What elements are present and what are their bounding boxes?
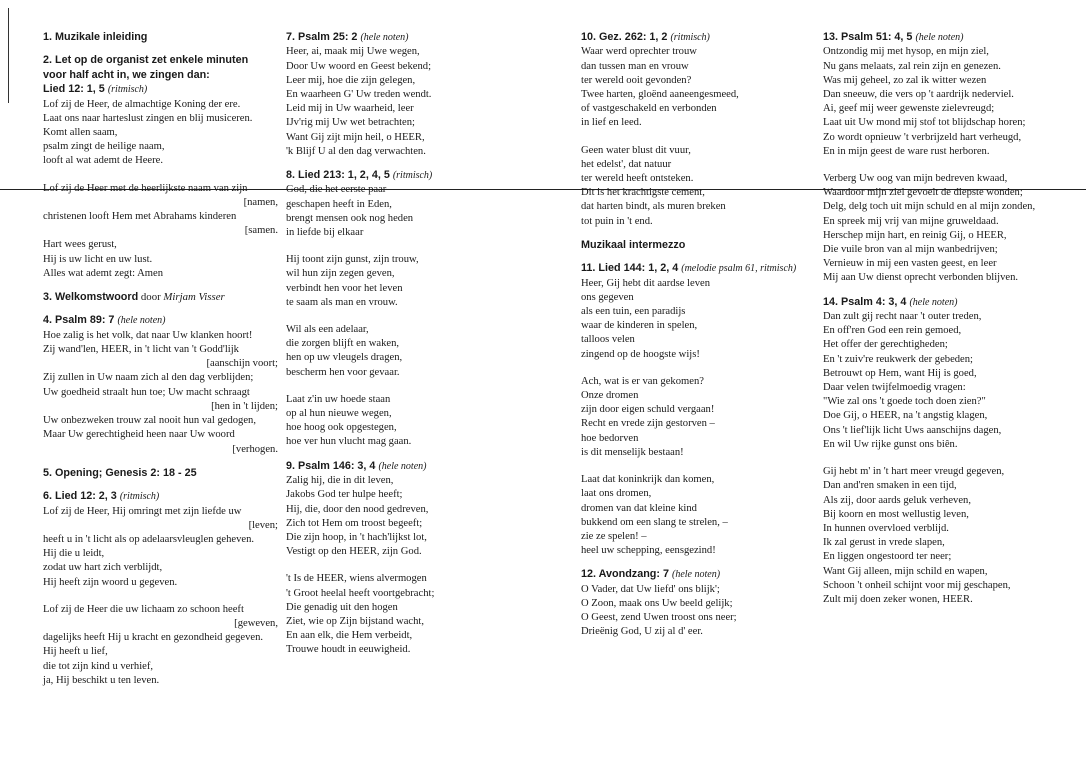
lyric-line: Maar Uw gerechtigheid heen naar Uw woord <box>43 429 235 441</box>
lyric-line: Die genadig uit den hogen <box>286 601 398 613</box>
lyric-line: En spreek mij vrij van mijne gruweldaad. <box>823 215 999 227</box>
lyric-line: looft al wat ademt de Heere. <box>43 155 164 167</box>
spacer <box>581 252 811 261</box>
item-heading <box>43 53 280 67</box>
lyric-line: En waarheen G' Uw treden wendt. <box>286 89 432 101</box>
service-item <box>43 30 280 44</box>
tempo-note: (hele noten) <box>915 32 964 43</box>
lyric-line: dagelijks heeft Hij u kracht en gezondheid gegeven. <box>43 632 264 644</box>
service-item <box>286 168 531 450</box>
lyric-line: Uw onbezweken trouw zal nooit hun val gedogen, <box>43 415 256 427</box>
lyric-line: Hart wees gerust, <box>43 239 117 251</box>
lyric-line: ja, Hij beschikt u ten leven. <box>43 674 160 686</box>
service-item <box>43 53 280 281</box>
lyric-line: hen op uw vleugels dragen, <box>286 352 403 364</box>
lyric-line: Zult mij doen zeker wonen, HEER. <box>823 593 973 605</box>
lyric-line: Bij koorn en most wellustig leven, <box>823 508 969 520</box>
service-item <box>581 261 811 558</box>
lyric-line: [samen. <box>244 225 278 237</box>
lyric-line: Hij toont zijn gunst, zijn trouw, <box>286 254 419 266</box>
heading-text: 7. Psalm 25: 2 <box>286 31 358 43</box>
lyric-line: Leer mij, hoe die zijn gelegen, <box>286 74 416 86</box>
tempo-note: (hele noten) <box>672 569 721 581</box>
lyric-line: verbindt hen voor het leven <box>286 282 403 294</box>
lyric-line: Heer, ai, maak mij Uwe wegen, <box>286 46 420 58</box>
item-heading <box>581 238 811 252</box>
service-item <box>581 567 811 639</box>
lyric-line: Ach, wat is er van gekomen? <box>581 375 704 387</box>
service-item <box>43 466 280 480</box>
lyric-line: 't Is de HEER, wiens alvermogen <box>286 573 427 585</box>
lyric-line: dat harten bindt, als muren breken <box>581 201 726 213</box>
item-heading <box>823 295 1073 310</box>
heading-text: 9. Psalm 146: 3, 4 <box>286 459 376 472</box>
stanza-break <box>581 131 811 144</box>
item-heading <box>43 290 280 304</box>
stanza-break <box>286 380 531 393</box>
lyric-line: geschapen heeft in Eden, <box>286 198 392 210</box>
lyric-line: Dan and'ren smaken in een tijd, <box>823 480 957 492</box>
spacer <box>581 229 811 238</box>
lyric-line: zodat uw hart zich verblijdt, <box>43 562 163 574</box>
lyric-line: ter wereld ooit gevonden? <box>581 74 692 86</box>
lyric-line: En 't zuiv're reukwerk der gebeden; <box>823 353 974 365</box>
heading-text: 2. Let op de organist zet enkele minuten <box>43 54 249 67</box>
lyric-line: bukkend om een slang te strelen, – <box>581 516 728 528</box>
lyric-line: Drieënig God, U zij al d' eer. <box>581 626 703 638</box>
lyric-line: hoe ver hun vlucht mag gaan. <box>286 436 412 448</box>
spacer <box>43 44 280 53</box>
lyric-line: Verberg Uw oog van mijn bedreven kwaad, <box>823 173 1008 185</box>
lyric-line: O Geest, zend Uwen troost ons neer; <box>581 612 737 624</box>
tempo-note: (hele noten) <box>117 315 166 327</box>
lyric-line: Heer, Gij hebt dit aardse leven <box>581 277 711 289</box>
spacer <box>43 304 280 313</box>
lyric-line: O Vader, dat Uw liefd' ons blijk'; <box>581 583 720 595</box>
lyric-line: psalm zingt de heilige naam, <box>43 141 165 153</box>
lyric-line: die zorgen blijft en waken, <box>286 338 400 350</box>
lyric-line: het edelst', dat natuur <box>581 158 672 170</box>
heading-text: 1. Muzikale inleiding <box>43 31 148 43</box>
heading-text: Muzikaal intermezzo <box>581 238 686 251</box>
lyric-line: Hij is uw licht en uw lust. <box>43 253 153 265</box>
lyric-line: Lof zij de Heer met de heerlijkste naam van zijn <box>43 182 248 194</box>
lyric-line: heel uw schepping, eensgezind! <box>581 545 716 557</box>
lyric-line: Jakobs God ter hulpe heeft; <box>286 489 403 501</box>
lyric-line: zie ze spelen! – <box>581 530 647 542</box>
lyric-line: Zalig hij, die in dit leven, <box>286 475 394 487</box>
service-item <box>286 459 531 658</box>
lyric-line: zingend op de hoogste wijs! <box>581 348 700 360</box>
lyric-line: Ai, geef mij weer gewenste zielevreugd; <box>823 103 995 115</box>
lyric-line: Waardoor mijn ziel gevoelt de diepste wonden; <box>823 187 1023 199</box>
lyric-line: In hunnen overvloed verblijd. <box>823 522 949 534</box>
service-item <box>286 30 531 159</box>
lyric-line: [namen, <box>243 196 278 208</box>
lyric-line: wil hun zijn zegen geven, <box>286 268 395 280</box>
tempo-note: (ritmisch) <box>670 32 710 43</box>
spacer <box>286 159 531 168</box>
lyric-line: Herschep mijn hart, en reinig Gij, o HEER, <box>823 229 1007 241</box>
tempo-note: (hele noten) <box>360 32 409 43</box>
heading-text: 3. Welkomstwoord <box>43 291 139 304</box>
lyric-line: Zij wand'len, HEER, in 't licht van 't Godd'lijk <box>43 344 239 356</box>
speaker-name: Mirjam Visser <box>163 291 225 304</box>
lyric-line: Recht en vrede zijn gestorven – <box>581 418 715 430</box>
heading-text: 12. Avondzang: 7 <box>581 568 669 581</box>
lyric-line: Het offer der gerechtigheden; <box>823 339 948 351</box>
column-2 <box>286 30 531 658</box>
stanza-break <box>43 590 280 603</box>
lyric-line: talloos velen <box>581 334 635 346</box>
heading-text: 14. Psalm 4: 3, 4 <box>823 295 907 308</box>
column-1 <box>43 30 280 688</box>
lyric-line: brengt mensen ook nog heden <box>286 212 414 224</box>
lyric-line: Komt allen saam, <box>43 127 118 139</box>
lyric-line: Zo wordt opnieuw 't verbrijzeld hart verheugd, <box>823 131 1022 143</box>
lyric-line: Betrouwt op Hem, want Hij is goed, <box>823 367 977 379</box>
heading-text: 10. Gez. 262: 1, 2 <box>581 31 668 43</box>
lyric-line: Nu gans melaats, zal rein zijn en genezen. <box>823 60 1001 72</box>
lyric-line: Daar velen twijfelmoedig vragen: <box>823 382 966 394</box>
lyric-line: Trouwe houdt in eeuwigheid. <box>286 644 411 656</box>
lyric-line: Ziet, wie op Zijn bijstand wacht, <box>286 615 424 627</box>
lyric-line: zijn door eigen schuld vergaan! <box>581 404 715 416</box>
lyric-line: Uw goedheid straalt hun toe; Uw macht schraagt <box>43 386 250 398</box>
tempo-note: (melodie psalm 61, ritmisch) <box>681 263 797 275</box>
lyric-line: Laat ons naar harteslust zingen en blij musiceren. <box>43 112 253 124</box>
lyric-line: Leid mij in Uw waarheid, leer <box>286 103 414 115</box>
lyric-line: 'k Blijf U al den dag verwachten. <box>286 145 426 157</box>
spacer <box>823 286 1073 295</box>
stanza-break <box>581 362 811 375</box>
lyric-line: [geweven, <box>234 617 278 629</box>
lyric-line: Hij, die, door den nood gedreven, <box>286 503 429 515</box>
lyric-line: Onze dromen <box>581 390 639 402</box>
lyric-line: ons gegeven <box>581 291 634 303</box>
lyric-line: Laat dat koninkrijk dan komen, <box>581 474 715 486</box>
stanza-break <box>823 159 1073 172</box>
lyric-line: Lof zij de Heer, de almachtige Koning der ere. <box>43 98 241 110</box>
lyric-line: O Zoon, maak ons Uw beeld gelijk; <box>581 597 733 609</box>
heading-text: voor half acht in, we zingen dan: <box>43 68 210 81</box>
lyric-line: Vernieuw in mij een vasten geest, en leer <box>823 258 997 270</box>
item-heading <box>581 30 811 45</box>
lyric-line: "Wie zal ons 't goede toch doen zien?" <box>823 396 986 408</box>
lyric-line: Schoon 't onheil schijnt voor mij geschapen, <box>823 579 1011 591</box>
item-heading <box>286 30 531 45</box>
stanza-break <box>581 460 811 473</box>
lyric-line: Die vuile bron van al mijn wanbedrijven; <box>823 244 998 256</box>
service-item <box>43 313 280 456</box>
lyric-line: die tot zijn kind u verhief, <box>43 660 154 672</box>
lyric-line: ter wereld heeft ontsteken. <box>581 173 694 185</box>
lyric-line: waar de kinderen in spelen, <box>581 320 698 332</box>
spacer <box>43 457 280 466</box>
service-item <box>581 238 811 252</box>
item-heading <box>43 313 280 328</box>
lyric-line: [aanschijn voort; <box>206 358 278 370</box>
lyric-line: Hoe zalig is het volk, dat naar Uw klanken hoort! <box>43 329 253 341</box>
lyric-line: Ik zal gerust in vrede slapen, <box>823 537 945 549</box>
lyric-line: Laat z'in uw hoede staan <box>286 393 391 405</box>
item-heading <box>43 82 280 97</box>
stanza-break <box>43 169 280 182</box>
lyric-line: Delg, delg toch uit mijn schuld en al mijn zonden, <box>823 201 1036 213</box>
lyric-line: [hen in 't lijden; <box>211 400 278 412</box>
item-heading <box>823 30 1073 45</box>
lyric-line: Gij hebt m' in 't hart meer vreugd gegeven, <box>823 466 1005 478</box>
service-item <box>823 30 1073 286</box>
column-4 <box>823 30 1073 607</box>
lyric-line: laat ons dromen, <box>581 488 652 500</box>
lyric-line: Want Gij alleen, mijn schild en wapen, <box>823 565 988 577</box>
lyric-line: En liggen ongestoord ter neer; <box>823 551 952 563</box>
lyric-line: Geen water blust dit vuur, <box>581 144 691 156</box>
lyric-line: Mij aan Uw dienst oprecht verbonden blijven. <box>823 272 1019 284</box>
item-heading <box>43 466 280 480</box>
heading-text: 8. Lied 213: 1, 2, 4, 5 <box>286 169 390 182</box>
lyric-line: tot puin in 't end. <box>581 215 653 227</box>
lyric-line: En wil Uw rijke gunst ons biên. <box>823 438 958 450</box>
item-heading <box>581 567 811 582</box>
lyric-line: [verhogen. <box>232 443 278 455</box>
lyric-line: Ons 't lief'lijk licht Uws aanschijns dagen, <box>823 424 1002 436</box>
lyric-line: Als zij, door aards geluk verheven, <box>823 494 971 506</box>
lyric-line: Die zijn hoop, in 't hach'lijkst lot, <box>286 531 427 543</box>
lyric-line: hoe bedorven <box>581 432 639 444</box>
lyric-line: Waar werd oprechter trouw <box>581 46 697 58</box>
heading-text: 5. Opening; Genesis 2: 18 - 25 <box>43 466 197 479</box>
lyric-line: Ontzondig mij met hysop, en mijn ziel, <box>823 46 989 58</box>
lyric-line: Dan zult gij recht naar 't outer treden, <box>823 311 982 323</box>
lyric-line: Dan sneeuw, die vers op 't aardrijk nederviel. <box>823 89 1014 101</box>
heading-text: 4. Psalm 89: 7 <box>43 314 115 327</box>
item-heading <box>43 68 280 82</box>
heading-suffix: door <box>138 291 164 304</box>
lyric-line: als een tuin, een paradijs <box>581 306 686 318</box>
spacer <box>286 450 531 459</box>
service-item <box>581 30 811 229</box>
lyric-line: En off'ren God een rein gemoed, <box>823 325 962 337</box>
heading-text: Lied 12: 1, 5 <box>43 83 105 96</box>
lyric-line: is dit menselijk bestaan! <box>581 446 684 458</box>
lyric-line: Zich tot Hem om troost begeeft; <box>286 517 423 529</box>
service-item <box>43 489 280 688</box>
heading-text: 13. Psalm 51: 4, 5 <box>823 31 913 43</box>
lyric-line: in lief en leed. <box>581 117 642 129</box>
lyric-line: Doe Gij, o HEER, na 't angstig klagen, <box>823 410 988 422</box>
lyric-line: Lof zij de Heer, Hij omringt met zijn liefde uw <box>43 505 242 517</box>
heading-text: 6. Lied 12: 2, 3 <box>43 490 117 503</box>
lyric-line: God, die het eerste paar <box>286 184 387 196</box>
lyric-line: bescherm hen voor gevaar. <box>286 366 400 378</box>
heading-text: 11. Lied 144: 1, 2, 4 <box>581 262 679 275</box>
spacer <box>581 558 811 567</box>
tempo-note: (hele noten) <box>378 460 427 472</box>
lyric-line: Door Uw woord en Geest bekend; <box>286 60 432 72</box>
tempo-note: (ritmisch) <box>107 84 148 96</box>
tempo-note: (hele noten) <box>909 296 958 308</box>
lyric-line: of vastgeschakeld en verbonden <box>581 103 717 115</box>
item-heading <box>286 168 531 183</box>
column-3 <box>581 30 811 640</box>
service-item <box>43 290 280 304</box>
lyric-line: Alles wat ademt zegt: Amen <box>43 267 164 279</box>
lyric-line: dan tussen man en vrouw <box>581 60 689 72</box>
tempo-note: (ritmisch) <box>392 170 433 182</box>
lyric-line: IJv'rig mij Uw wet betrachten; <box>286 117 415 129</box>
lyric-line: dromen van dat kleine kind <box>581 502 697 514</box>
lyric-line: op al hun nieuwe wegen, <box>286 408 392 420</box>
lyric-line: Hij die u leidt, <box>43 548 105 560</box>
page-edge-mark <box>8 8 9 103</box>
lyric-line: in liefde bij elkaar <box>286 227 364 239</box>
item-heading <box>581 261 811 276</box>
lyric-line: Hij heeft zijn woord u gegeven. <box>43 576 178 588</box>
lyric-line: Vestigt op den HEER, zijn God. <box>286 546 422 558</box>
service-item <box>823 295 1073 607</box>
stanza-break <box>286 559 531 572</box>
spacer <box>43 281 280 290</box>
item-heading <box>286 459 531 474</box>
lyric-line: heeft u in 't licht als op adelaarsvleuglen geheven. <box>43 533 255 545</box>
lyric-line: Was mij geheel, zo zal ik witter wezen <box>823 74 987 86</box>
lyric-line: 't Groot heelal heeft voortgebracht; <box>286 587 435 599</box>
spacer <box>43 480 280 489</box>
lyric-line: Wil als een adelaar, <box>286 324 369 336</box>
lyric-line: Want Gij zijt mijn heil, o HEER, <box>286 131 425 143</box>
lyric-line: hoe hoog ook opgestegen, <box>286 422 397 434</box>
lyric-line: Laat uit Uw mond mij stof tot blijdschap horen; <box>823 117 1026 129</box>
lyric-line: En aan elk, die Hem verbeidt, <box>286 630 413 642</box>
tempo-note: (ritmisch) <box>119 491 160 503</box>
lyric-line: Lof zij de Heer die uw lichaam zo schoon heeft <box>43 603 244 615</box>
lyric-line: Hij heeft u lief, <box>43 646 108 658</box>
item-heading <box>43 489 280 504</box>
stanza-break <box>286 240 531 253</box>
lyric-line: En in mijn geest de ware rust herboren. <box>823 145 990 157</box>
lyric-line: [leven; <box>248 519 278 531</box>
item-heading <box>43 30 280 44</box>
lyric-line: Zij zullen in Uw naam zich al den dag verblijden; <box>43 372 254 384</box>
lyric-line: Dit is het krachtigste cement, <box>581 187 705 199</box>
stanza-break <box>823 452 1073 465</box>
lyric-line: Twee harten, gloënd aaneengesmeed, <box>581 89 739 101</box>
stanza-break <box>286 310 531 323</box>
lyric-line: te saam als man en vrouw. <box>286 296 398 308</box>
lyric-line: christenen looft Hem met Abrahams kinderen <box>43 211 237 223</box>
